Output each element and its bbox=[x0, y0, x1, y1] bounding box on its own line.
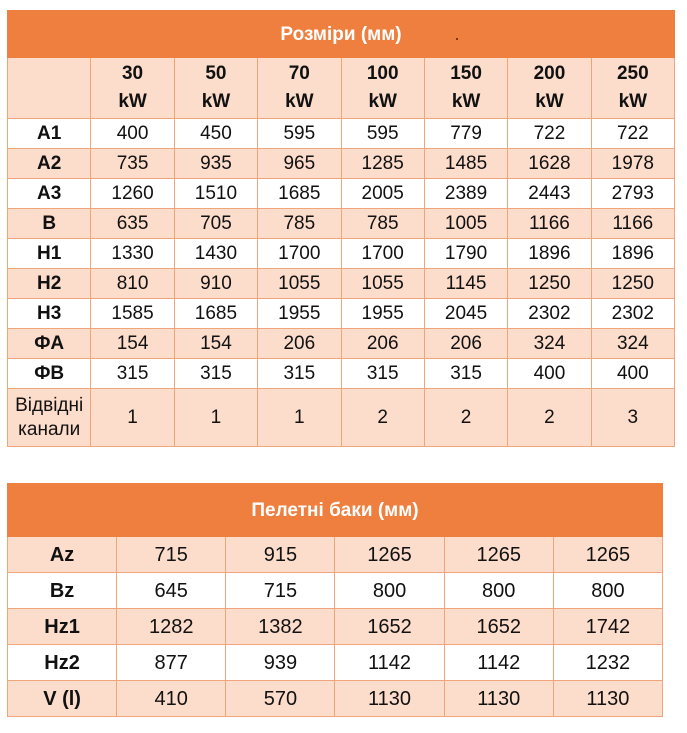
table-cell: 154 bbox=[91, 329, 174, 359]
table-cell: 1652 bbox=[444, 609, 553, 645]
table-cell: 722 bbox=[508, 119, 591, 149]
table-cell: 1700 bbox=[258, 239, 341, 269]
outlet-channels-row bbox=[8, 389, 675, 447]
row-label: Az bbox=[8, 537, 117, 573]
table-cell: 324 bbox=[508, 329, 591, 359]
table-cell: 1166 bbox=[508, 209, 591, 239]
table-cell: 1055 bbox=[258, 269, 341, 299]
power-value: 70 bbox=[288, 63, 310, 84]
table-cell: 1 bbox=[258, 389, 341, 447]
table-cell: 1130 bbox=[444, 681, 553, 717]
table-cell: 315 bbox=[424, 359, 507, 389]
table-cell: 595 bbox=[258, 119, 341, 149]
power-unit: kW bbox=[201, 91, 231, 112]
corner-cell bbox=[8, 58, 91, 119]
table-cell: 715 bbox=[226, 573, 335, 609]
table-cell: 1955 bbox=[341, 299, 424, 329]
table-cell: 1142 bbox=[335, 645, 444, 681]
table-cell: 1742 bbox=[553, 609, 662, 645]
table-cell: 315 bbox=[91, 359, 174, 389]
table-cell: 1130 bbox=[553, 681, 662, 717]
table-cell: 1382 bbox=[226, 609, 335, 645]
table-cell: 3 bbox=[591, 389, 674, 447]
table-cell: 315 bbox=[258, 359, 341, 389]
table-cell: 1265 bbox=[553, 537, 662, 573]
table-cell: 1430 bbox=[174, 239, 257, 269]
table-cell: 1055 bbox=[341, 269, 424, 299]
power-unit: kW bbox=[118, 91, 147, 112]
table-cell: 1896 bbox=[591, 239, 674, 269]
power-unit: kW bbox=[368, 91, 397, 112]
table-cell: 1285 bbox=[341, 149, 424, 179]
table-row bbox=[8, 299, 675, 329]
stray-dot bbox=[456, 38, 458, 40]
power-column-header bbox=[424, 58, 507, 119]
table-cell: 1265 bbox=[444, 537, 553, 573]
table-cell: 877 bbox=[117, 645, 226, 681]
table-cell: 722 bbox=[591, 119, 674, 149]
row-label: Hz1 bbox=[8, 609, 117, 645]
table-cell: 206 bbox=[258, 329, 341, 359]
table-cell: 2443 bbox=[508, 179, 591, 209]
table-cell: 154 bbox=[174, 329, 257, 359]
table-cell: 1896 bbox=[508, 239, 591, 269]
table-cell: 915 bbox=[226, 537, 335, 573]
table-cell: 735 bbox=[91, 149, 174, 179]
table-cell: 935 bbox=[174, 149, 257, 179]
table-cell: 1260 bbox=[91, 179, 174, 209]
table-cell: 2 bbox=[508, 389, 591, 447]
table-cell: 800 bbox=[553, 573, 662, 609]
table-cell: 400 bbox=[591, 359, 674, 389]
power-value: 100 bbox=[366, 63, 399, 84]
table-cell: 2045 bbox=[424, 299, 507, 329]
table-cell: 206 bbox=[424, 329, 507, 359]
table-cell: 2302 bbox=[508, 299, 591, 329]
table-cell: 400 bbox=[508, 359, 591, 389]
power-unit: kW bbox=[618, 91, 648, 112]
table-cell: 1955 bbox=[258, 299, 341, 329]
table-cell: 1685 bbox=[258, 179, 341, 209]
row-label: V (l) bbox=[8, 681, 117, 717]
table-cell: 965 bbox=[258, 149, 341, 179]
dimensions-table bbox=[7, 10, 675, 447]
table-cell: 1142 bbox=[444, 645, 553, 681]
table-row bbox=[8, 573, 663, 609]
table-cell: 1330 bbox=[91, 239, 174, 269]
table-cell: 595 bbox=[341, 119, 424, 149]
table-cell: 1978 bbox=[591, 149, 674, 179]
power-value: 200 bbox=[533, 63, 566, 84]
table-cell: 315 bbox=[174, 359, 257, 389]
table-row bbox=[8, 239, 675, 269]
table-cell: 1790 bbox=[424, 239, 507, 269]
table-cell: 450 bbox=[174, 119, 257, 149]
power-column-header bbox=[341, 58, 424, 119]
power-value: 50 bbox=[205, 63, 227, 84]
table-cell: 1166 bbox=[591, 209, 674, 239]
power-column-header bbox=[591, 58, 674, 119]
table-cell: 1265 bbox=[335, 537, 444, 573]
table-cell: 645 bbox=[117, 573, 226, 609]
table-row bbox=[8, 149, 675, 179]
table-row bbox=[8, 359, 675, 389]
table-cell: 785 bbox=[341, 209, 424, 239]
table-cell: 324 bbox=[591, 329, 674, 359]
table-cell: 206 bbox=[341, 329, 424, 359]
table-cell: 1 bbox=[174, 389, 257, 447]
table-row bbox=[8, 209, 675, 239]
table-cell: 785 bbox=[258, 209, 341, 239]
table-cell: 2 bbox=[424, 389, 507, 447]
power-column-header bbox=[508, 58, 591, 119]
power-column-header bbox=[174, 58, 257, 119]
row-label: H3 bbox=[8, 299, 91, 329]
table-cell: 1232 bbox=[553, 645, 662, 681]
table-cell: 2389 bbox=[424, 179, 507, 209]
table-cell: 1585 bbox=[91, 299, 174, 329]
power-column-header bbox=[91, 58, 174, 119]
table-cell: 1282 bbox=[117, 609, 226, 645]
table-cell: 1145 bbox=[424, 269, 507, 299]
outlet-channels-label: Відвідні канали bbox=[8, 389, 91, 447]
table-row bbox=[8, 119, 675, 149]
table-cell: 705 bbox=[174, 209, 257, 239]
row-label: H1 bbox=[8, 239, 91, 269]
table-cell: 1485 bbox=[424, 149, 507, 179]
table-cell: 570 bbox=[226, 681, 335, 717]
power-unit: kW bbox=[285, 91, 314, 112]
row-label: B bbox=[8, 209, 91, 239]
table-cell: 2793 bbox=[591, 179, 674, 209]
table-cell: 1510 bbox=[174, 179, 257, 209]
table-row bbox=[8, 269, 675, 299]
table-cell: 715 bbox=[117, 537, 226, 573]
table-cell: 800 bbox=[444, 573, 553, 609]
row-label: A1 bbox=[8, 119, 91, 149]
power-value: 250 bbox=[616, 63, 649, 84]
table-cell: 779 bbox=[424, 119, 507, 149]
table-cell: 910 bbox=[174, 269, 257, 299]
row-label: ФB bbox=[8, 359, 91, 389]
power-unit: kW bbox=[535, 91, 564, 112]
pellet-tanks-table-title: Пелетні баки (мм) bbox=[8, 484, 663, 537]
table-row bbox=[8, 681, 663, 717]
table-cell: 315 bbox=[341, 359, 424, 389]
table-cell: 2302 bbox=[591, 299, 674, 329]
table-cell: 1250 bbox=[508, 269, 591, 299]
row-label: H2 bbox=[8, 269, 91, 299]
power-value: 30 bbox=[121, 63, 144, 84]
power-unit: kW bbox=[451, 91, 481, 112]
table-cell: 2005 bbox=[341, 179, 424, 209]
table-cell: 1628 bbox=[508, 149, 591, 179]
table-cell: 810 bbox=[91, 269, 174, 299]
row-label: Bz bbox=[8, 573, 117, 609]
table-cell: 635 bbox=[91, 209, 174, 239]
dimensions-table-title: Розміри (мм) bbox=[8, 11, 675, 58]
table-cell: 1685 bbox=[174, 299, 257, 329]
row-label: A2 bbox=[8, 149, 91, 179]
table-cell: 939 bbox=[226, 645, 335, 681]
table-row bbox=[8, 609, 663, 645]
table-cell: 1005 bbox=[424, 209, 507, 239]
table-cell: 400 bbox=[91, 119, 174, 149]
table-cell: 1700 bbox=[341, 239, 424, 269]
table-row bbox=[8, 537, 663, 573]
table-cell: 1130 bbox=[335, 681, 444, 717]
table-cell: 2 bbox=[341, 389, 424, 447]
table-cell: 410 bbox=[117, 681, 226, 717]
row-label: ФA bbox=[8, 329, 91, 359]
table-cell: 1652 bbox=[335, 609, 444, 645]
power-value: 150 bbox=[450, 63, 482, 84]
table-cell: 800 bbox=[335, 573, 444, 609]
power-header-row bbox=[8, 58, 675, 119]
table-row bbox=[8, 645, 663, 681]
row-label: Hz2 bbox=[8, 645, 117, 681]
table-cell: 1 bbox=[91, 389, 174, 447]
table-cell: 1250 bbox=[591, 269, 674, 299]
table-row bbox=[8, 179, 675, 209]
table-row bbox=[8, 329, 675, 359]
pellet-tanks-table bbox=[7, 483, 663, 717]
row-label: A3 bbox=[8, 179, 91, 209]
power-column-header bbox=[258, 58, 341, 119]
